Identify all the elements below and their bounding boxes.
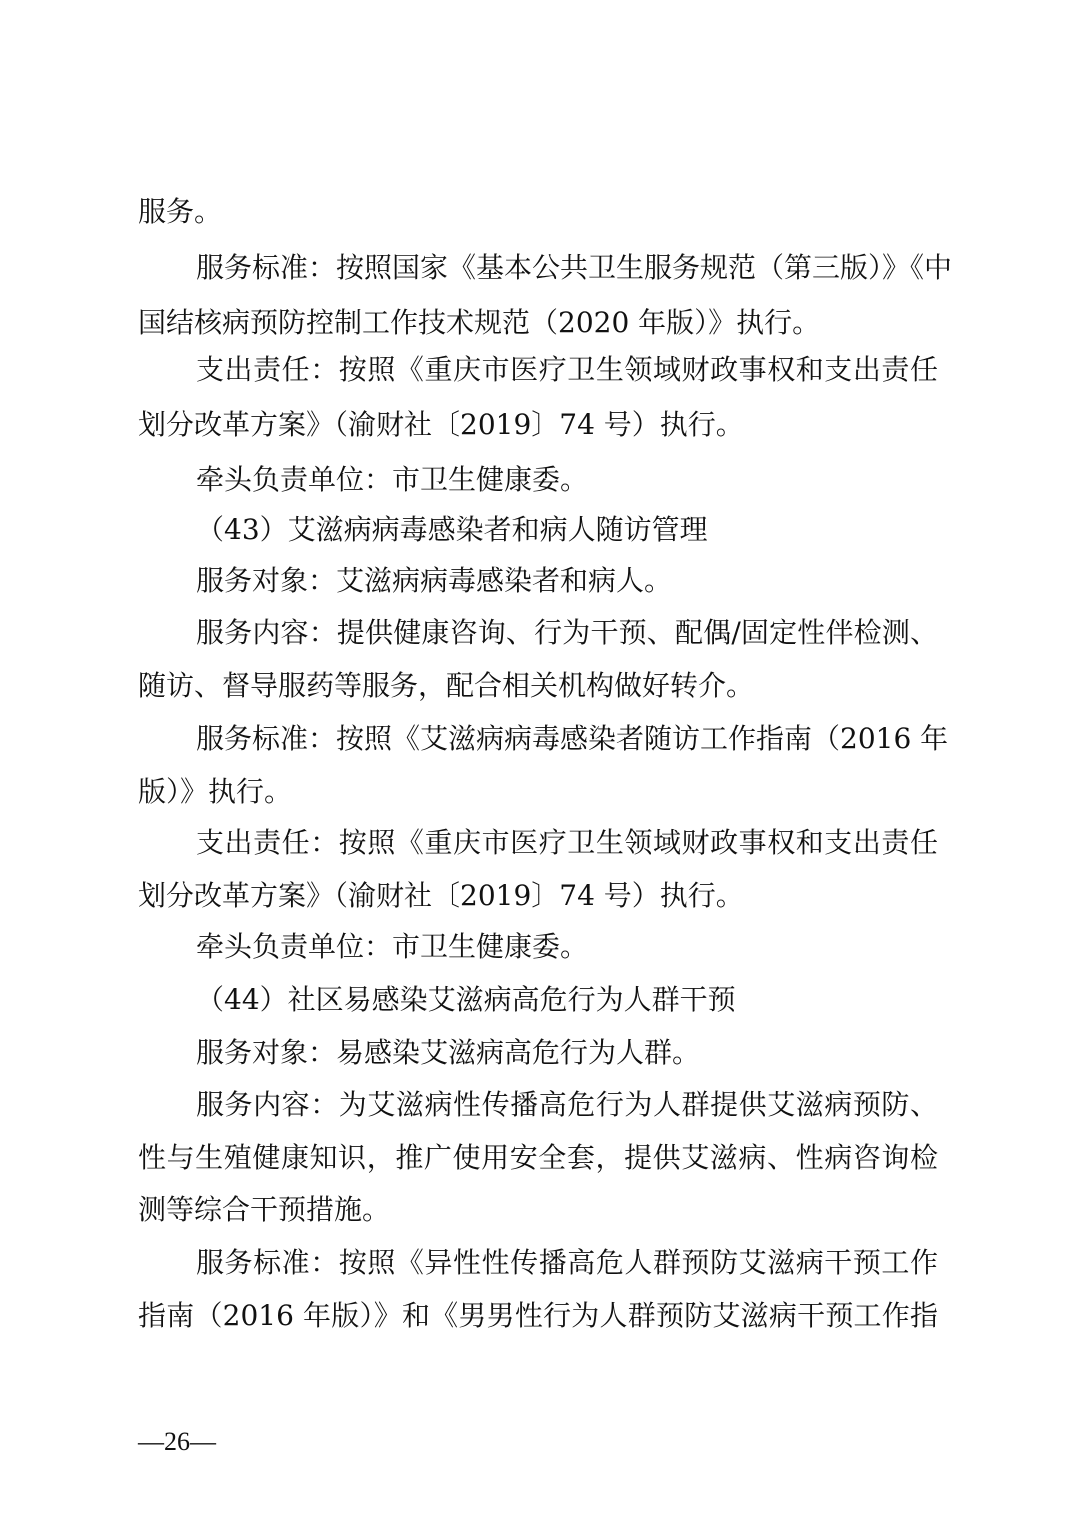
text-line: 服务内容：为艾滋病性传播高危行为人群提供艾滋病预防、 xyxy=(196,1088,938,1121)
text-line: 指南（2016 年版）》和《男男性行为人群预防艾滋病干预工作指 xyxy=(138,1299,938,1332)
text-line: 国结核病预防控制工作技术规范（2020 年版）》执行。 xyxy=(138,306,821,339)
text-line: 服务标准：按照《异性性传播高危人群预防艾滋病干预工作 xyxy=(196,1246,938,1279)
text-line: 随访、督导服药等服务，配合相关机构做好转介。 xyxy=(138,669,755,702)
text-line: 服务标准：按照国家《基本公共卫生服务规范（第三版）》《中 xyxy=(196,251,953,284)
text-line: 划分改革方案》（渝财社〔2019〕74 号）执行。 xyxy=(138,408,744,441)
text-line: 测等综合干预措施。 xyxy=(138,1193,391,1226)
text-line: 服务内容：提供健康咨询、行为干预、配偶/固定性伴检测、 xyxy=(196,616,938,649)
text-line: 牵头负责单位：市卫生健康委。 xyxy=(196,930,589,963)
text-line: 划分改革方案》（渝财社〔2019〕74 号）执行。 xyxy=(138,879,744,912)
page-number: —26— xyxy=(138,1427,216,1456)
text-line: 服务对象：易感染艾滋病高危行为人群。 xyxy=(196,1036,701,1069)
text-line: 牵头负责单位：市卫生健康委。 xyxy=(196,463,589,496)
section-heading: （44）社区易感染艾滋病高危行为人群干预 xyxy=(196,983,736,1016)
text-line: 服务标准：按照《艾滋病病毒感染者随访工作指南（2016 年 xyxy=(196,722,949,755)
text-line: 版）》执行。 xyxy=(138,775,293,808)
text-line: 支出责任：按照《重庆市医疗卫生领域财政事权和支出责任 xyxy=(196,353,938,386)
text-line: 服务对象：艾滋病病毒感染者和病人。 xyxy=(196,564,673,597)
text-line: 服务。 xyxy=(138,195,223,228)
text-line: 支出责任：按照《重庆市医疗卫生领域财政事权和支出责任 xyxy=(196,826,938,859)
section-heading: （43）艾滋病病毒感染者和病人随访管理 xyxy=(196,513,708,546)
text-line: 性与生殖健康知识，推广使用安全套，提供艾滋病、性病咨询检 xyxy=(138,1141,938,1174)
